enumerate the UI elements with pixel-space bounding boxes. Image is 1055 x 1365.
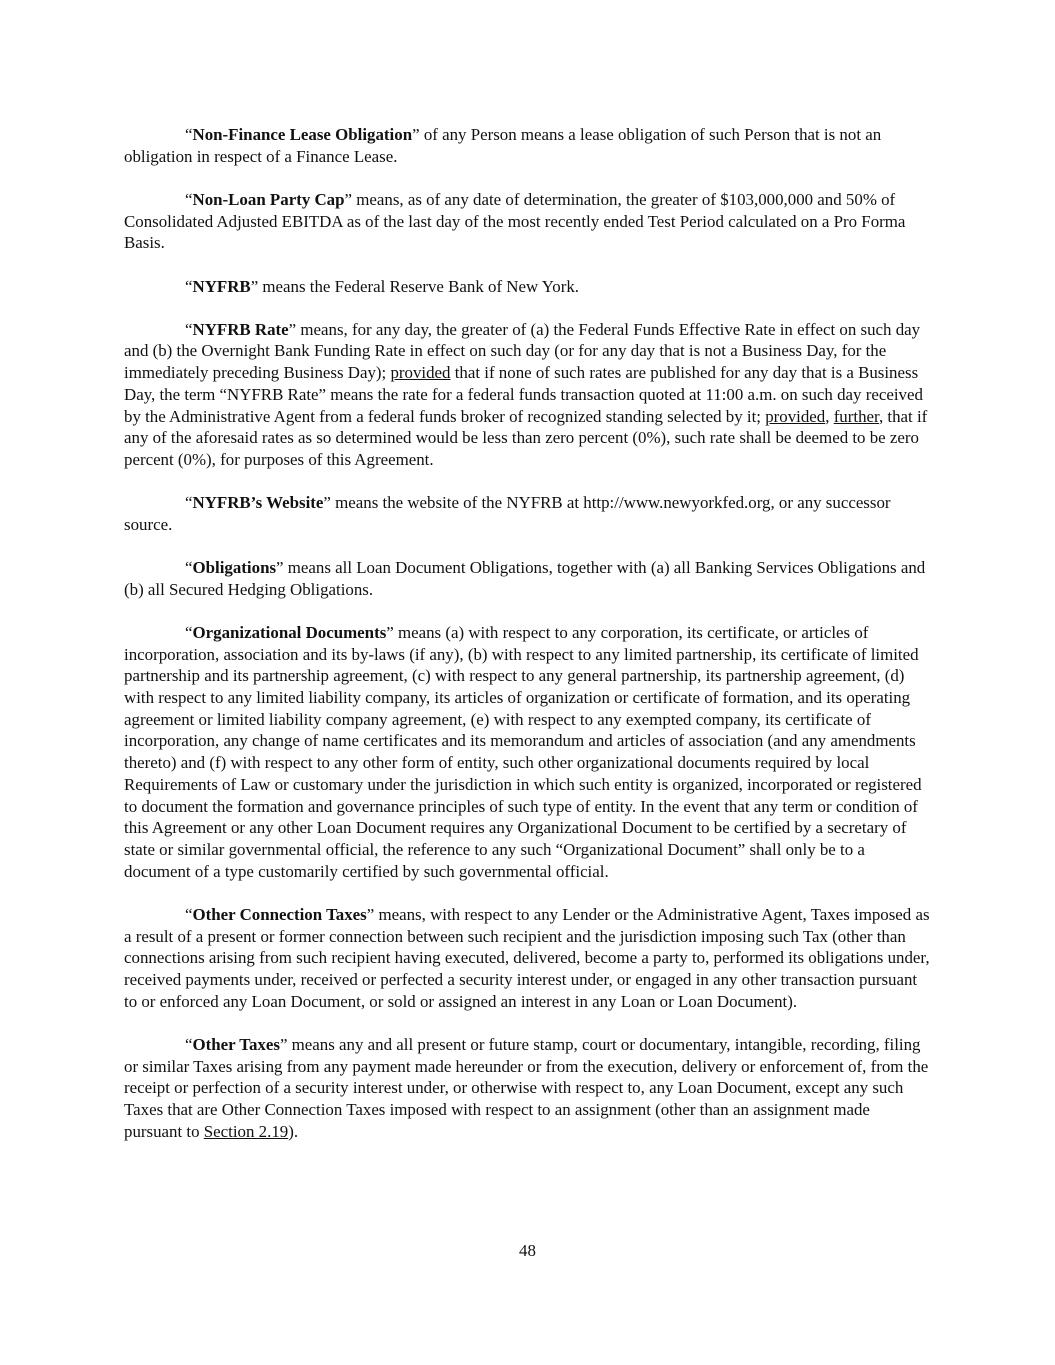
document-body bbox=[124, 124, 932, 1164]
defined-term: Other Connection Taxes bbox=[192, 904, 367, 924]
defined-term: NYFRB’s Website bbox=[192, 493, 324, 513]
defined-term: Organizational Documents bbox=[192, 622, 387, 642]
definition-text: ” means the website of the NYFRB at http://www.newyorkfed.org, or any successor source. bbox=[124, 493, 891, 534]
defined-term: Non-Finance Lease Obligation bbox=[192, 125, 413, 144]
definition-paragraph bbox=[124, 622, 932, 882]
definition-text: ” of any Person means a lease obligation of such Person that is not an obligation in respect of a Finance Lease. bbox=[124, 125, 882, 166]
definition-text: , bbox=[825, 406, 834, 426]
definition-paragraph bbox=[124, 904, 932, 1013]
definition-paragraph bbox=[124, 319, 932, 471]
definition-text: ” means the Federal Reserve Bank of New York. bbox=[250, 276, 580, 296]
open-quote: “ bbox=[185, 319, 193, 339]
underlined-text: Section 2.19 bbox=[203, 1121, 289, 1141]
open-quote: “ bbox=[185, 493, 193, 513]
definition-text: ” means all Loan Document Obligations, together with (a) all Banking Services Obligations and (b) all Secured Hedging Obligations. bbox=[124, 558, 926, 599]
defined-term: Other Taxes bbox=[192, 1034, 280, 1054]
definition-text: that if none of such rates are published for any day that is a Business Day, the term “NYFRB Rate” means the rate for a federal funds transaction quoted at 11:00 a.m. on such day received by the Administrative Agent from a federal funds broker of recognized standing selected by it; bbox=[124, 363, 923, 426]
definition-text: ” means, as of any date of determination, the greater of $103,000,000 and 50% of Consolidated Adjusted EBITDA as of the last day of the most recently ended Test Period calculated on a Pro Forma Basis. bbox=[124, 189, 906, 253]
defined-term: Non-Loan Party Cap bbox=[192, 189, 345, 209]
definition-paragraph bbox=[124, 1034, 932, 1143]
definition-text: ). bbox=[288, 1121, 299, 1141]
defined-term: Obligations bbox=[192, 558, 277, 578]
underlined-text: further bbox=[833, 406, 879, 426]
definition-paragraph bbox=[124, 124, 932, 167]
definition-text: ” means any and all present or future stamp, court or documentary, intangible, recording, filing or similar Taxes arising from any payment made hereunder or from the execution, delivery or enforcement of, from the receipt or perfection of a security interest under, or otherwise with respect to, any Loan Document, except any such Taxes that are Other Connection Taxes imposed with respect to an assignment (other than an assignment made pursuant to bbox=[124, 1034, 929, 1141]
definition-text: ” means (a) with respect to any corporation, its certificate, or articles of incorporation, association and its by-laws (if any), (b) with respect to any limited partnership, its certificate of limited partnership and its partnership agreement, (c) with respect to any general partnership, its partnership agreement, (d) with respect to any limited liability company, its articles of organization or certificate of formation, and its operating agreement or limited liability company agreement, (e) with respect to any exempted company, its certificate of incorporation, any change of name certificates and its memorandum and articles of association (and any amendments thereto) and (f) with respect to any other form of entity, such other organizational documents required by local Requirements of Law or customary under the jurisdiction in which such entity is organized, incorporated or registered to document the formation and governance principles of such type of entity. In the event that any term or condition of this Agreement or any other Loan Document requires any Organizational Document to be certified by a secretary of state or similar governmental official, the reference to any such “Organizational Document” shall only be to a document of a type customarily certified by such governmental official. bbox=[124, 622, 922, 881]
open-quote: “ bbox=[185, 125, 193, 144]
open-quote: “ bbox=[185, 622, 193, 642]
defined-term: NYFRB Rate bbox=[192, 319, 289, 339]
definition-paragraph bbox=[124, 492, 932, 535]
definition-paragraph bbox=[124, 189, 932, 254]
definition-text: ” means, with respect to any Lender or the Administrative Agent, Taxes imposed as a result of a present or former connection between such recipient and the jurisdiction imposing such Tax (other than connections arising from such recipient having executed, delivered, become a party to, performed its obligations under, received payments under, received or perfected a security interest under, or engaged in any other transaction pursuant to or enforced any Loan Document, or sold or assigned an interest in any Loan or Loan Document). bbox=[124, 904, 930, 1011]
page-number: 48 bbox=[519, 1241, 536, 1260]
open-quote: “ bbox=[185, 904, 193, 924]
definition-text: , that if any of the aforesaid rates as so determined would be less than zero percent (0%), such rate shall be deemed to be zero percent (0%), for purposes of this Agreement. bbox=[124, 406, 928, 469]
open-quote: “ bbox=[185, 189, 193, 209]
underlined-text: provided bbox=[765, 406, 826, 426]
open-quote: “ bbox=[185, 558, 193, 578]
defined-term: NYFRB bbox=[192, 276, 251, 296]
definition-paragraph bbox=[124, 557, 932, 600]
open-quote: “ bbox=[185, 276, 193, 296]
definition-text: ” means, for any day, the greater of (a) the Federal Funds Effective Rate in effect on such day and (b) the Overnight Bank Funding Rate in effect on such day (or for any day that is not a Business Day, for the immediately preceding Business Day); bbox=[124, 319, 921, 383]
definition-paragraph bbox=[124, 276, 932, 298]
underlined-text: provided bbox=[390, 363, 451, 383]
open-quote: “ bbox=[185, 1034, 193, 1054]
